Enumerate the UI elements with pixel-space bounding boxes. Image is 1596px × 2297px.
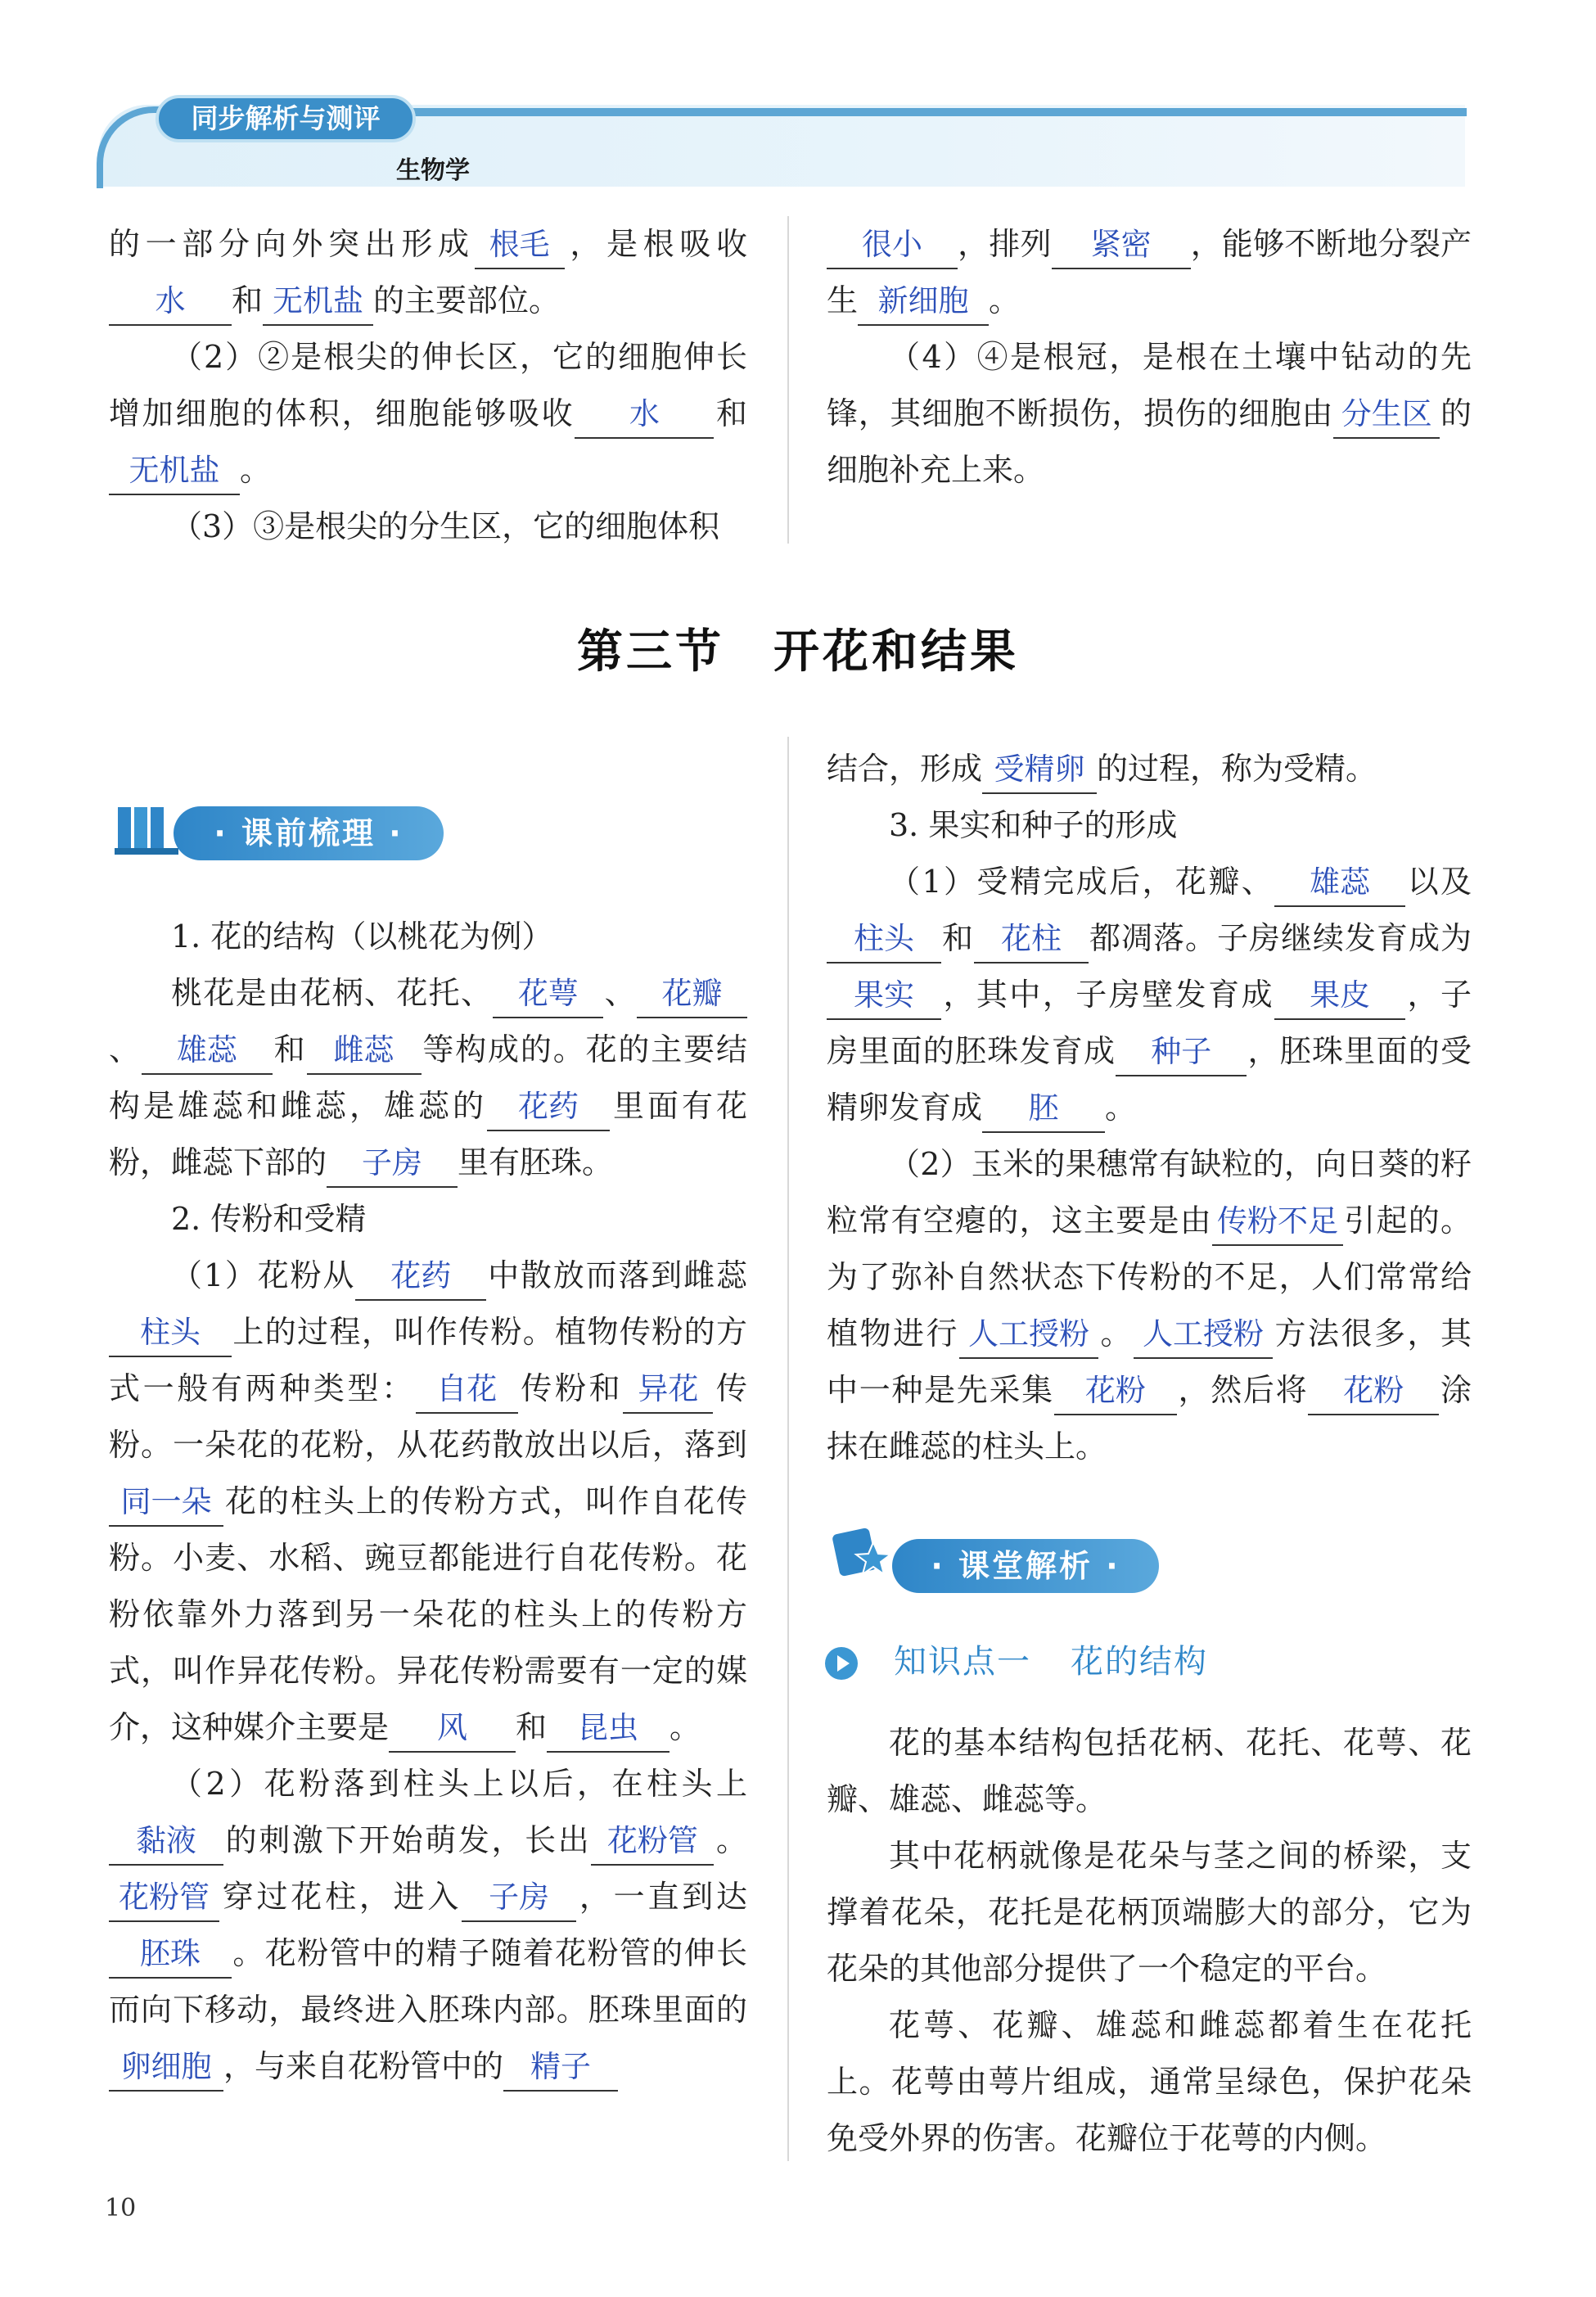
answer: 异花 — [623, 1366, 713, 1414]
answer: 同一朵 — [109, 1479, 223, 1527]
paragraph: 的一部分向外突出形成 根毛 ，是根吸收水 和 无机盐 的主要部位。 — [109, 216, 747, 329]
answer: 分生区 — [1333, 391, 1440, 439]
answer: 紧密 — [1052, 222, 1191, 269]
paragraph: 其中花柄就像是花朵与茎之间的桥梁，支撑着花朵，花托是花柄顶端膨大的部分，它为花朵的其他部分提供了一个稳定的平台。 — [827, 1838, 1472, 1987]
answer: 人工授粉 — [1134, 1311, 1273, 1359]
column-divider — [787, 216, 789, 544]
star-tag-icon — [831, 1524, 896, 1583]
top-left-column — [109, 216, 747, 555]
answer: 果实 — [827, 973, 941, 1020]
subject-label: 生物学 — [396, 156, 470, 185]
books-icon — [115, 802, 180, 856]
answer: 风 — [389, 1705, 516, 1753]
in-class-badge: · 课堂解析 · — [892, 1539, 1159, 1593]
answer: 花药 — [355, 1253, 486, 1301]
paragraph: （1）花粉从 花药 中散放而落到雌蕊柱头 上的过程，叫作传粉。植物传粉的方式一般有两种类型： 自花 传粉和 异花 传粉。一朵花的花粉，从花药散放出以后，落到同一朵 花的柱头上的传粉方式，叫作自花传粉。小麦、水稻、豌豆都能进行自花传粉。花粉依靠外力落到另一朵花的柱头上的传粉方式，叫作异花传粉。异花传粉需要有一定的媒介，这种媒介主要是 风 和 昆虫 。 — [109, 1248, 747, 1756]
answer: 胚珠 — [109, 1931, 232, 1979]
paragraph: （1）受精完成后，花瓣、 雄蕊 以及柱头 和 花柱 都凋落。子房继续发育成为果实 ，其中，子房壁发育成 果皮 ，子房里面的胚珠发育成 种子 ，胚珠里面的受精卵发育成 胚 。 — [827, 854, 1472, 1136]
answer: 花瓣 — [637, 971, 747, 1018]
paragraph: （3）③是根尖的分生区，它的细胞体积 — [171, 508, 720, 544]
page-number: 10 — [105, 2194, 137, 2223]
section-title: 第三节 开花和结果 — [577, 625, 1019, 679]
answer: 自花 — [416, 1366, 518, 1414]
answer: 受精卵 — [982, 747, 1097, 794]
answer: 花粉 — [1054, 1368, 1177, 1415]
answer: 雄蕊 — [142, 1027, 273, 1075]
paragraph: 花萼、花瓣、雄蕊和雌蕊都着生在花托上。花萼由萼片组成，通常呈绿色，保护花朵免受外界的伤害。花瓣位于花萼的内侧。 — [827, 2007, 1472, 2156]
answer: 昆虫 — [547, 1705, 670, 1753]
answer: 无机盐 — [109, 448, 240, 495]
top-right-column — [827, 216, 1472, 499]
answer: 花药 — [487, 1084, 610, 1131]
answer: 柱头 — [827, 916, 941, 963]
answer: 很小 — [827, 222, 958, 269]
play-icon — [825, 1647, 858, 1680]
answer: 胚 — [982, 1085, 1105, 1133]
answer: 根毛 — [475, 222, 565, 269]
paragraph: 桃花是由花柄、花托、 花萼 、 花瓣、 雄蕊 和 雌蕊 等构成的。花的主要结构是雄蕊和雌蕊，雄蕊的 花药 里面有花粉，雌蕊下部的 子房 里有胚珠。 — [109, 965, 747, 1191]
answer: 雌蕊 — [307, 1027, 422, 1075]
paragraph: 很小 ，排列 紧密 ，能够不断地分裂产生 新细胞 。 — [827, 216, 1472, 329]
knowledge-point-title: 知识点一 花的结构 — [894, 1643, 1208, 1681]
left-column — [109, 909, 747, 2095]
answer: 花粉管 — [591, 1818, 714, 1866]
answer: 子房 — [327, 1140, 458, 1188]
right-column-lower — [827, 1715, 1472, 2167]
paragraph: （2）花粉落到柱头上以后，在柱头上黏液 的刺激下开始萌发，长出 花粉管 。花粉管 穿过花柱，进入 子房 ，一直到达胚珠 。花粉管中的精子随着花粉管的伸长而向下移动，最终进入胚珠内部。胚珠里面的卵细胞 ，与来自花粉管中的 精子 — [109, 1756, 747, 2095]
answer: 精子 — [503, 2044, 618, 2092]
answer: 种子 — [1116, 1029, 1247, 1076]
answer: 雄蕊 — [1274, 860, 1405, 907]
answer: 花萼 — [493, 971, 603, 1018]
paragraph: 结合，形成 受精卵 的过程，称为受精。 — [827, 741, 1472, 797]
pre-class-badge: · 课前梳理 · — [174, 806, 444, 860]
paragraph: （2）②是根尖的伸长区，它的细胞伸长增加细胞的体积，细胞能够吸收 水 和无机盐 。 — [109, 329, 747, 499]
subheading: 1. 花的结构（以桃花为例） — [171, 918, 553, 954]
paragraph: （2）玉米的果穗常有缺粒的，向日葵的籽粒常有空瘪的，这主要是由 传粉不足 引起的。为了弥补自然状态下传粉的不足，人们常常给植物进行 人工授粉 。 人工授粉 方法很多，其中一种是先采集 花粉 ，然后将 花粉 涂抹在雌蕊的柱头上。 — [827, 1146, 1472, 1464]
answer: 新细胞 — [858, 278, 989, 326]
right-column — [827, 741, 1472, 1475]
paragraph: 花的基本结构包括花柄、花托、花萼、花瓣、雄蕊、雌蕊等。 — [827, 1725, 1472, 1817]
series-title: 同步解析与测评 — [156, 95, 416, 142]
answer: 黏液 — [109, 1818, 223, 1866]
column-divider — [787, 737, 789, 2161]
answer: 子房 — [462, 1875, 576, 1922]
answer: 果皮 — [1274, 973, 1405, 1020]
paragraph: （4）④是根冠，是根在土壤中钻动的先锋，其细胞不断损伤，损伤的细胞由 分生区 的细胞补充上来。 — [827, 339, 1472, 488]
answer: 卵细胞 — [109, 2044, 223, 2092]
answer: 花粉 — [1308, 1368, 1439, 1415]
answer: 花粉管 — [109, 1875, 219, 1922]
subheading: 3. 果实和种子的形成 — [889, 807, 1178, 843]
answer: 水 — [575, 391, 714, 439]
answer: 花柱 — [974, 916, 1089, 963]
answer: 传粉不足 — [1212, 1198, 1343, 1246]
subheading: 2. 传粉和受精 — [171, 1201, 367, 1237]
answer: 水 — [109, 278, 232, 326]
answer: 无机盐 — [263, 278, 373, 326]
answer: 人工授粉 — [959, 1311, 1098, 1359]
answer: 柱头 — [109, 1310, 232, 1357]
